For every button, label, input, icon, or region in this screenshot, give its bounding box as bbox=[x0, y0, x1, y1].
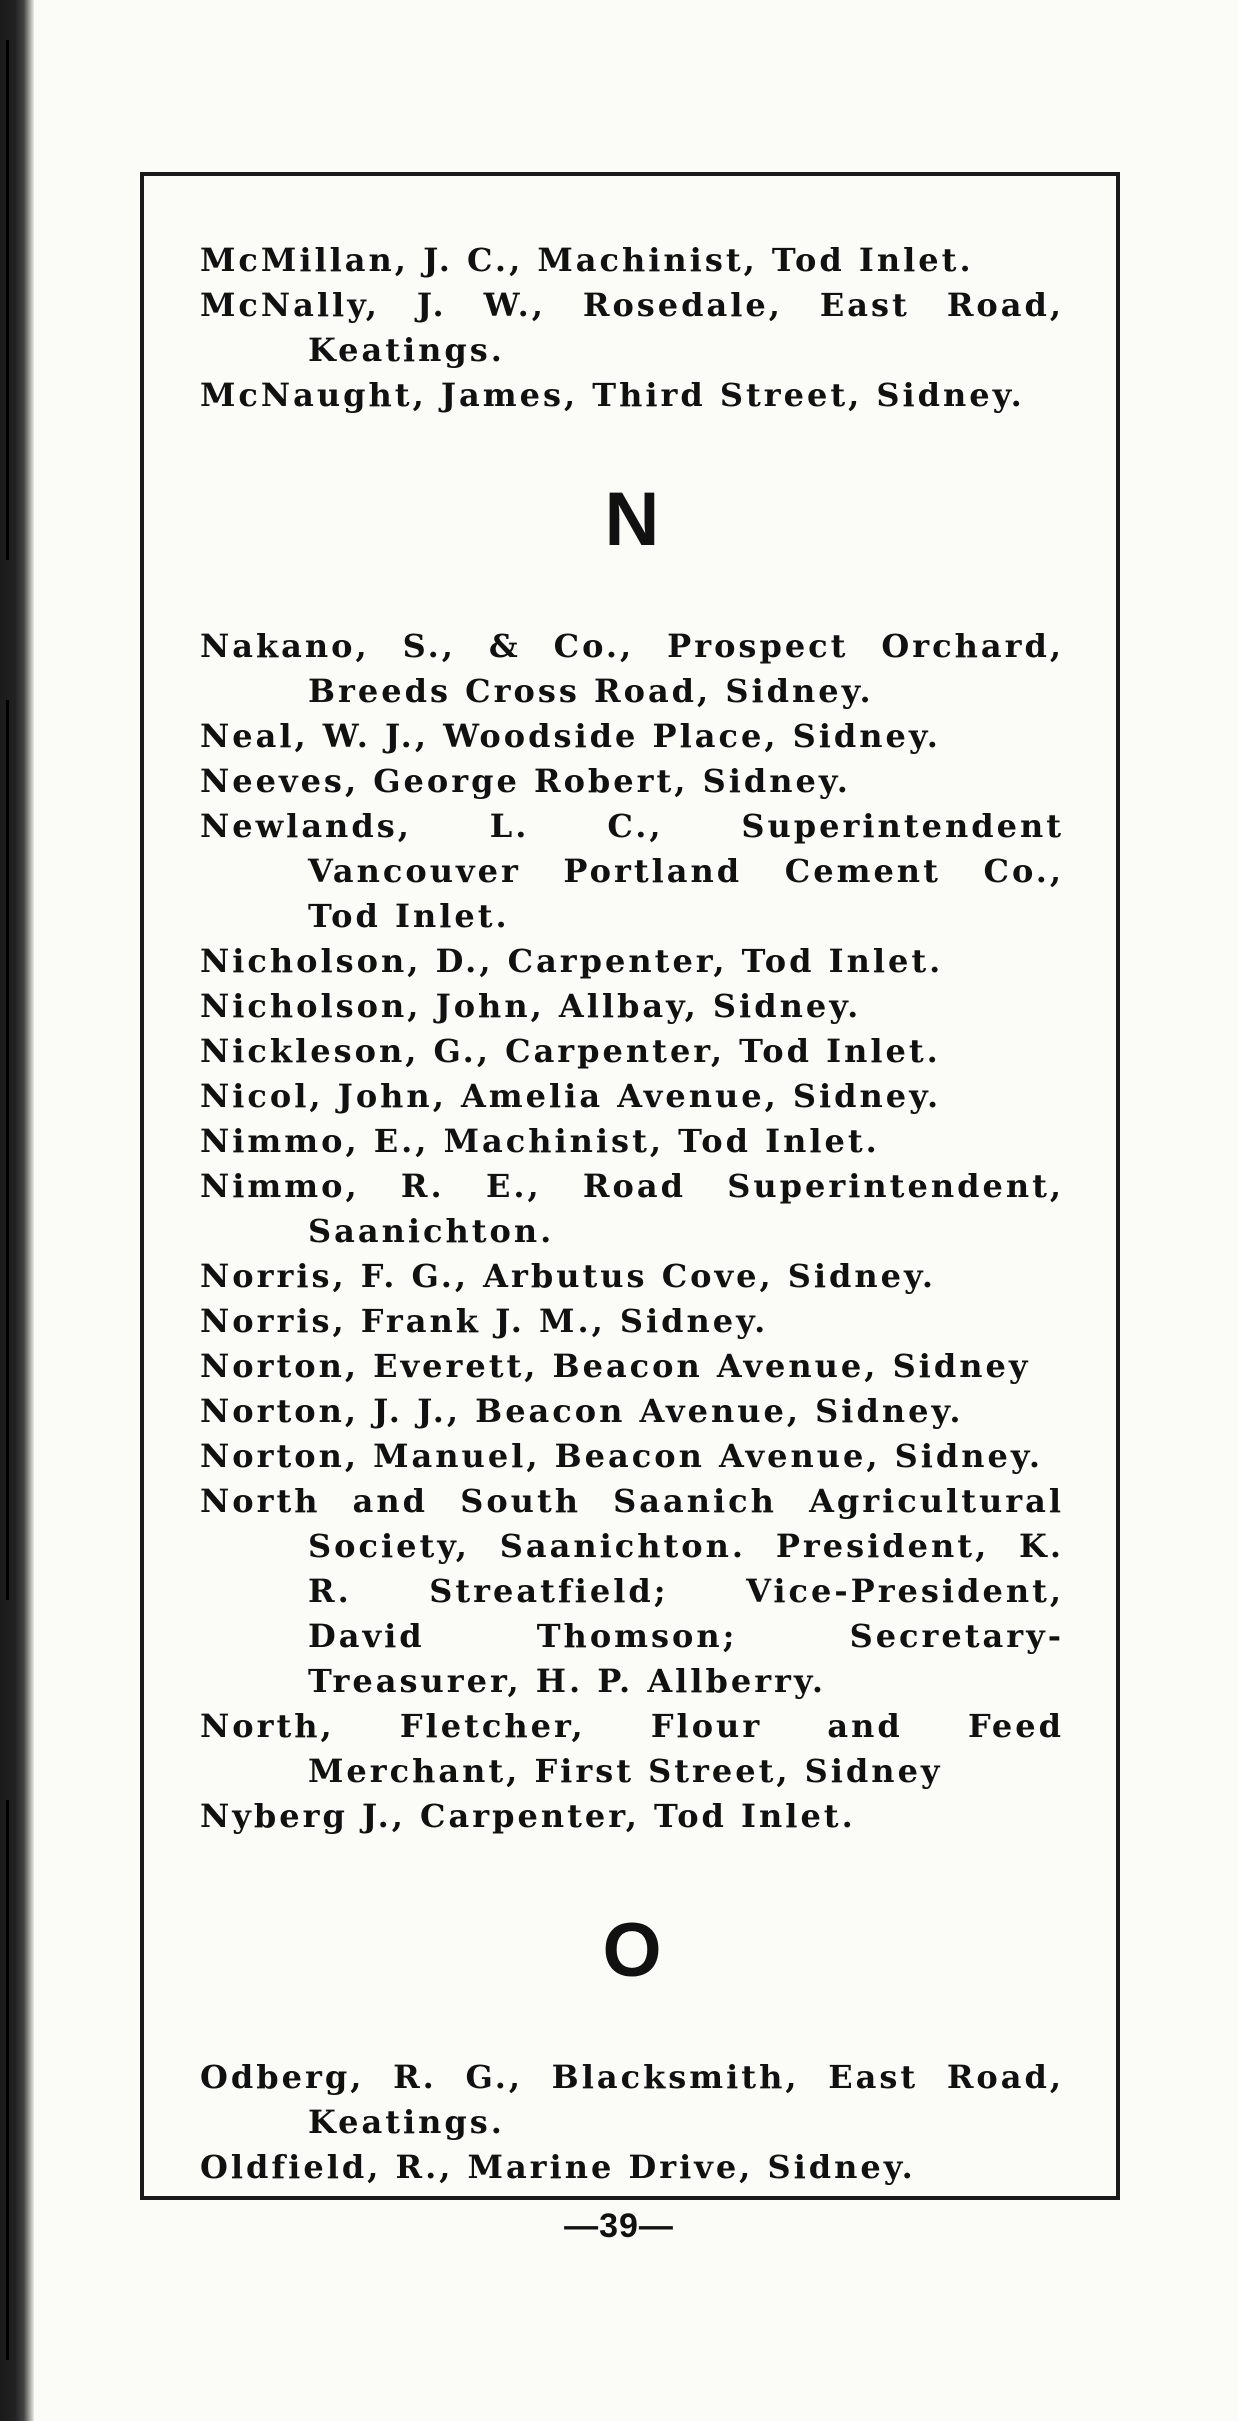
directory-entry: Norris, F. G., Arbutus Cove, Sidney. bbox=[200, 1257, 937, 1295]
page-number-text: —39— bbox=[564, 2207, 674, 2245]
directory-entry: Norris, Frank J. M., Sidney. bbox=[200, 1302, 769, 1340]
directory-entry: McMillan, J. C., Machinist, Tod Inlet. bbox=[200, 241, 974, 279]
spine-shadow-mark bbox=[6, 700, 9, 1600]
directory-entry: Nicol, John, Amelia Avenue, Sidney. bbox=[200, 1077, 942, 1115]
directory-entry: Neal, W. J., Woodside Place, Sidney. bbox=[200, 717, 941, 755]
directory-entry: Norton, J. J., Beacon Avenue, Sidney. bbox=[200, 1392, 964, 1430]
directory-listing bbox=[200, 238, 1064, 2190]
directory-entry: Odberg, R. G., Blacksmith, East Road, Keatings. bbox=[200, 2058, 1064, 2141]
directory-entry: Nimmo, R. E., Road Superintendent, Saanichton. bbox=[200, 1167, 1064, 1250]
directory-entry: Nicholson, D., Carpenter, Tod Inlet. bbox=[200, 942, 944, 980]
directory-entry: Nicholson, John, Allbay, Sidney. bbox=[200, 987, 862, 1025]
directory-entry: Oldfield, R., Marine Drive, Sidney. bbox=[200, 2148, 916, 2186]
directory-entry: McNally, J. W., Rosedale, East Road, Keatings. bbox=[200, 286, 1064, 369]
book-spine-edge bbox=[0, 0, 34, 2421]
directory-entry: North and South Saanich Agricultural Society, Saanichton. President, K. R. Streatfield; Vice-President, David Thomson; Secretary-Treasurer, H. P. Allberry. bbox=[200, 1482, 1064, 1700]
directory-entry: Norton, Manuel, Beacon Avenue, Sidney. bbox=[200, 1437, 1043, 1475]
directory-entry: Nyberg J., Carpenter, Tod Inlet. bbox=[200, 1797, 856, 1835]
section-heading-o: O bbox=[602, 1908, 662, 1993]
spine-shadow-mark bbox=[6, 40, 9, 560]
directory-entry: Nickleson, G., Carpenter, Tod Inlet. bbox=[200, 1032, 941, 1070]
directory-entry: Norton, Everett, Beacon Avenue, Sidney bbox=[200, 1347, 1031, 1385]
directory-entry: Neeves, George Robert, Sidney. bbox=[200, 762, 851, 800]
directory-entry: Nimmo, E., Machinist, Tod Inlet. bbox=[200, 1122, 880, 1160]
directory-entry: Newlands, L. C., Superintendent Vancouver Portland Cement Co., Tod Inlet. bbox=[200, 807, 1064, 935]
directory-entry: McNaught, James, Third Street, Sidney. bbox=[200, 376, 1025, 414]
section-heading-n: N bbox=[604, 477, 660, 562]
directory-entry: North, Fletcher, Flour and Feed Merchant, First Street, Sidney bbox=[200, 1707, 1064, 1790]
directory-entry: Nakano, S., & Co., Prospect Orchard, Breeds Cross Road, Sidney. bbox=[200, 627, 1064, 710]
page-number bbox=[0, 2206, 1238, 2246]
spine-shadow-mark bbox=[6, 1800, 9, 2360]
